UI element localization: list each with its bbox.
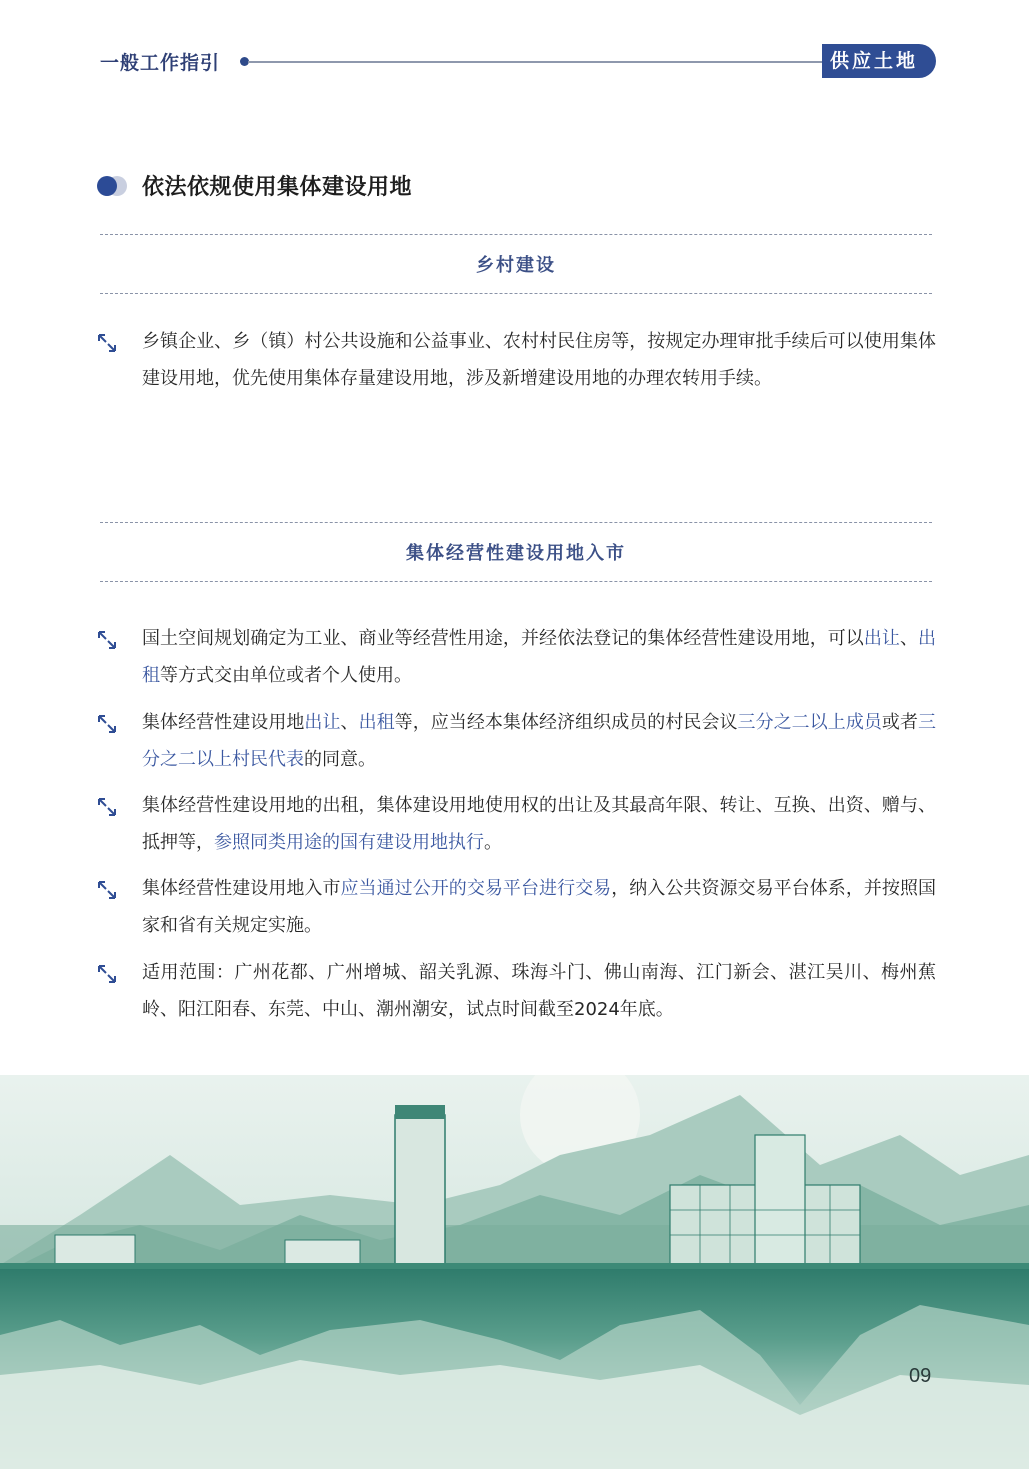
body-text: ，纳入公共资源交易平台体系，并按照国家和省有关规定实施。: [142, 878, 937, 936]
dashed-divider: [100, 234, 932, 235]
subsection-heading-band: [100, 522, 932, 582]
list-item-text: [142, 870, 936, 944]
list-item-text: [142, 704, 936, 778]
body-text: 或者: [881, 712, 919, 733]
list-item: [97, 954, 936, 1028]
highlighted-text: 三分之二以上成员: [737, 712, 882, 733]
body-text: 集体经营性建设用地: [142, 712, 305, 733]
dashed-divider: [100, 293, 932, 294]
diagonal-arrows-icon: [97, 964, 117, 984]
list-item: [97, 870, 936, 944]
diagonal-arrows-icon: [97, 333, 117, 353]
body-text: 等方式交由单位或者个人使用。: [160, 665, 412, 686]
body-text: 、: [340, 712, 359, 733]
list-item-text: [142, 787, 936, 861]
highlighted-text: 出租: [358, 712, 395, 733]
subsection-heading-band: [100, 234, 932, 294]
highlighted-text: 出让: [304, 712, 341, 733]
subsection-heading: 集体经营性建设用地入市: [406, 543, 626, 564]
dashed-divider: [100, 581, 932, 582]
highlighted-text: 出租: [142, 628, 936, 686]
highlighted-text: 应当通过公开的交易平台进行交易: [340, 878, 612, 899]
list-item: [97, 323, 936, 397]
diagonal-arrows-icon: [97, 714, 117, 734]
section-title-text: 依法依规使用集体建设用地: [142, 175, 413, 200]
diagonal-arrows-icon: [97, 630, 117, 650]
landscape-illustration: [0, 1075, 1029, 1469]
landscape-image: [0, 1075, 1029, 1469]
body-text: 国土空间规划确定为工业、商业等经营性用途，并经依法登记的集体经营性建设用地，可以: [142, 628, 864, 649]
header-divider: [248, 61, 826, 63]
dashed-divider: [100, 522, 932, 523]
page-header: [100, 44, 936, 78]
page-number: 09: [909, 1365, 932, 1387]
body-text: 等，应当经本集体经济组织成员的村民会议: [394, 712, 738, 733]
list-item-text: [142, 620, 936, 694]
body-text: 。: [484, 832, 502, 853]
diagonal-arrows-icon: [97, 797, 117, 817]
highlighted-text: 出让: [863, 628, 900, 649]
list-item: [97, 787, 936, 861]
list-item: [97, 704, 936, 778]
body-text: 、: [899, 628, 918, 649]
body-text: 集体经营性建设用地入市: [142, 878, 341, 899]
body-text: 的同意。: [304, 749, 376, 770]
body-text: 乡镇企业、乡（镇）村公共设施和公益事业、农村村民住房等，按规定办理审批手续后可以使用集体建设用地，优先使用集体存量建设用地，涉及新增建设用地的办理农转用手续。: [142, 331, 936, 389]
highlighted-text: 参照同类用途的国有建设用地执行: [214, 832, 484, 853]
highlighted-text: 三分之二以上村民代表: [142, 712, 937, 770]
list-item-text: [142, 323, 936, 397]
body-text: 适用范围：广州花都、广州增城、韶关乳源、珠海斗门、佛山南海、江门新会、湛江吴川、梅州蕉岭、阳江阳春、东莞、中山、潮州潮安，试点时间截至2024年底。: [142, 962, 936, 1020]
header-chapter-title: 一般工作指引: [100, 52, 221, 74]
list-item: [97, 620, 936, 694]
body-text: 集体经营性建设用地的出租，集体建设用地使用权的出让及其最高年限、转让、互换、出资、赠与、抵押等，: [142, 795, 936, 853]
list-item-text: [142, 954, 936, 1028]
subsection-heading: 乡村建设: [476, 255, 556, 276]
diagonal-arrows-icon: [97, 880, 117, 900]
double-dot-icon: [97, 176, 131, 196]
header-category-badge: 供应土地: [822, 44, 936, 78]
